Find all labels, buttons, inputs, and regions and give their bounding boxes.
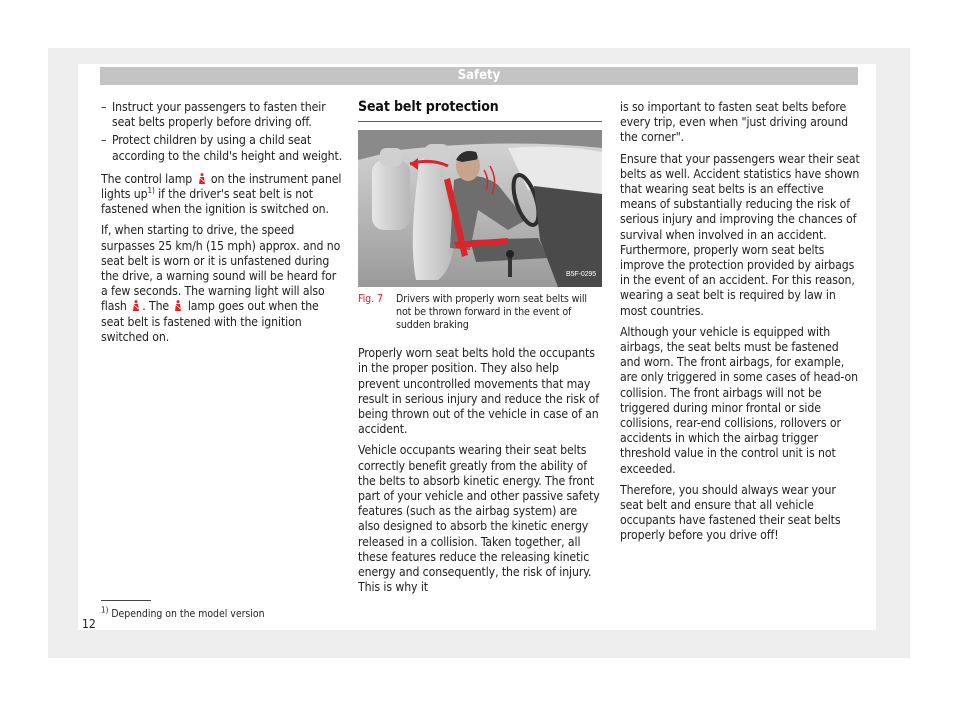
text: The control lamp: [101, 171, 193, 186]
figure-caption: [358, 293, 602, 332]
list-item: [101, 133, 345, 163]
footnote: [101, 605, 265, 620]
footnote-divider: [101, 600, 151, 601]
paragraph: [101, 223, 345, 345]
chapter-header: [100, 67, 858, 85]
seat-belt-warning-icon: [174, 300, 182, 311]
figure-code: B5F-0295: [566, 271, 596, 278]
caption-text: Drivers with properly worn seat belts will not be thrown forward in the event of sudden braking: [396, 293, 587, 332]
bullet-text: Protect children by using a child seat according to the child's height and weight.: [112, 133, 343, 163]
footnote-marker: 1): [147, 185, 155, 195]
paragraph: Ensure that your passengers wear their seat belts as well. Accident statistics have shown that wearing seat belts is an effective means of substantially reducing the risk of serious injury and improving the chances of survival when involved in an accident. Furthermore, properly worn seat belts improve the protection provided by airbags in the event of an accident. For this reason, wearing a seat belt is required by law in most countries.: [620, 151, 860, 318]
figure-label: Fig. 7: [358, 293, 383, 306]
dash-bullet: –: [101, 133, 107, 148]
footnote-text: Depending on the model version: [111, 608, 265, 620]
paragraph: Vehicle occupants wearing their seat belts correctly benefit greatly from the ability of the belts to absorb kinetic energy. The front part of your vehicle and other passive safety features (such as the airbag system) are also designed to absorb the kinetic energy released in a collision. Taken together, all these features reduce the releasing kinetic energy and consequently, the risk of injury. This is why it: [358, 443, 600, 595]
dash-bullet: –: [101, 100, 107, 114]
footnote-marker: 1): [101, 605, 109, 615]
section-title: Seat belt protection: [358, 100, 602, 122]
driver-seatbelt-illustration: [358, 130, 602, 287]
list-item: [101, 100, 345, 130]
seat-belt-warning-icon: [132, 300, 140, 311]
middle-column: [358, 100, 602, 601]
right-column: [620, 100, 860, 550]
text: .: [142, 299, 146, 314]
left-column: [101, 100, 345, 351]
paragraph: Although your vehicle is equipped with airbags, the seat belts must be fastened and worn. The front airbags, for example, are only triggered in some cases of head-on collision. The front airbags will not be triggered during minor frontal or side collisions, rear-end collisions, rollovers or accidents in which the airbag trigger threshold value in the control unit is not exceeded.: [620, 324, 858, 476]
text: If, when starting to drive, the speed surpasses 25 km/h (15 mph) approx. and no seat belt is worn or it is unfastened during the drive, a warning sound will be heard for a few seconds. The warning light will also flash: [101, 223, 341, 314]
bullet-text: Instruct your passengers to fasten their seat belts properly before driving off.: [112, 100, 326, 130]
seat-belt-warning-icon: [198, 173, 206, 184]
text: on the instrument panel lights up: [101, 171, 342, 202]
paragraph: [101, 172, 345, 218]
paragraph: Properly worn seat belts hold the occupants in the proper position. They also help prevent uncontrolled movements that may result in serious injury and reduce the risk of being thrown out of the vehicle in case of an accident.: [358, 346, 599, 437]
paragraph: Therefore, you should always wear your seat belt and ensure that all vehicle occupants have fastened their seat belts properly before you drive off!: [620, 482, 841, 543]
text: The: [148, 299, 170, 314]
paragraph: is so important to fasten seat belts before every trip, even when "just driving around the corner".: [620, 100, 849, 145]
text: if the driver's seat belt is not fastened when the ignition is switched on.: [101, 187, 329, 217]
chapter-title: Safety: [457, 68, 501, 83]
text: lamp goes out when the seat belt is fastened with the ignition switched on.: [101, 299, 319, 344]
page-number: 12: [82, 617, 96, 631]
figure-image: [358, 130, 602, 287]
